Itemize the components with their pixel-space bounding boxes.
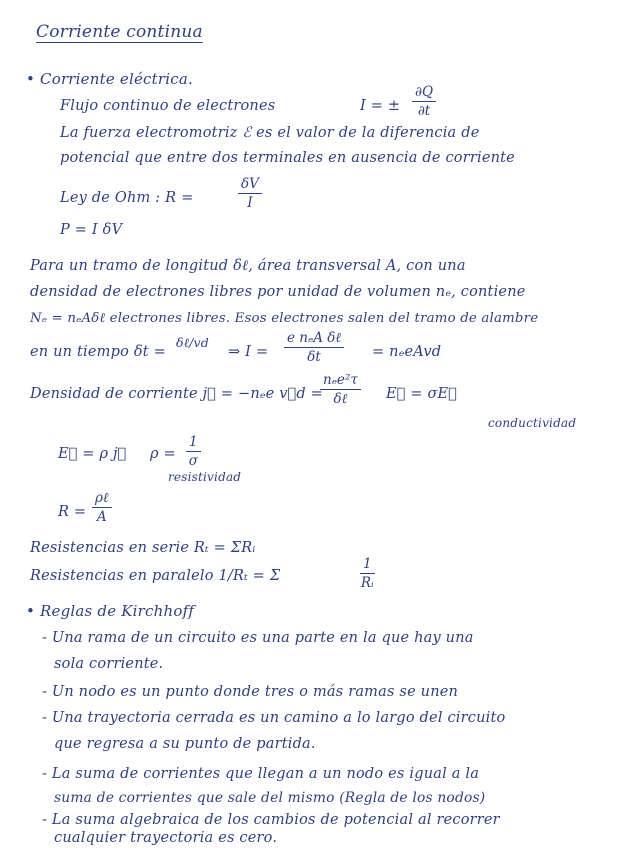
tramo-line-2: densidad de electrones libres por unidad de volumen nₑ, contiene bbox=[30, 284, 526, 300]
tramo-line-4-sup: δℓ/vd bbox=[176, 335, 210, 350]
fem-line-1: La fuerza electromotriz ℰ es el valor de la diferencia de bbox=[60, 125, 480, 141]
rho-num: 1 bbox=[186, 434, 201, 452]
resistance-fraction bbox=[92, 490, 112, 525]
fem-line-2: potencial que entre dos terminales en ausencia de corriente bbox=[60, 150, 515, 166]
tramo-current-num: e nₑA δℓ bbox=[284, 330, 344, 348]
resistance-lhs: R = bbox=[58, 504, 87, 520]
kirchhoff-item-4: - La suma de corrientes que llegan a un nodo es igual a la bbox=[42, 766, 480, 782]
tramo-current-den: δt bbox=[307, 349, 321, 365]
kirchhoff-item-3: - Una trayectoria cerrada es un camino a lo largo del circuito bbox=[42, 710, 506, 726]
kirchhoff-heading-text: Reglas de Kirchhoff bbox=[40, 602, 195, 620]
kirchhoff-item-1: - Una rama de un circuito es una parte en la que hay una bbox=[42, 630, 474, 646]
parallel-num: 1 bbox=[360, 556, 375, 574]
rho-fraction bbox=[186, 434, 201, 469]
resistance-num: ρℓ bbox=[92, 490, 112, 508]
tramo-line-1: Para un tramo de longitud δℓ, área transversal A, con una bbox=[30, 258, 466, 274]
rho-lhs: ρ = bbox=[150, 446, 176, 462]
kirchhoff-item-4-cont: suma de corrientes que sale del mismo (Regla de los nodos) bbox=[54, 790, 486, 806]
section-heading-kirchhoff: • Reglas de Kirchhoff bbox=[26, 602, 195, 620]
tramo-line-4-arrow: ⇒ I = bbox=[228, 344, 269, 360]
rho-den: σ bbox=[188, 453, 198, 469]
current-def-lhs: I = ± bbox=[360, 98, 401, 114]
tramo-line-4-prefix: en un tiempo δt = bbox=[30, 344, 166, 360]
tramo-current-fraction bbox=[284, 330, 344, 365]
kirchhoff-item-5-cont: cualquier trayectoria es cero. bbox=[54, 830, 278, 846]
flujo-text: Flujo continuo de electrones bbox=[60, 98, 276, 114]
kirchhoff-item-3-cont: que regresa a su punto de partida. bbox=[54, 736, 316, 752]
power-formula: P = I δV bbox=[60, 222, 123, 238]
tramo-line-4-suffix: = nₑeAvd bbox=[372, 344, 442, 360]
section-heading-corriente: • Corriente eléctrica. bbox=[26, 70, 193, 88]
ohm-num: δV bbox=[238, 176, 262, 194]
page-title: Corriente continua bbox=[36, 22, 203, 42]
conductividad-note: conductividad bbox=[488, 416, 577, 430]
density-prefix: Densidad de corriente j⃗ = −nₑe v⃗d = bbox=[30, 386, 323, 402]
heading-text: Corriente eléctrica. bbox=[40, 70, 193, 88]
ohm-fraction bbox=[238, 176, 262, 211]
resistance-den: A bbox=[96, 509, 107, 525]
ohm-law-lhs: Ley de Ohm : R = bbox=[60, 190, 194, 206]
resistivity-e: E⃗ = ρ j⃗ bbox=[58, 446, 127, 462]
kirchhoff-item-2: - Un nodo es un punto donde tres o más ramas se unen bbox=[42, 684, 459, 700]
parallel-den: Rᵢ bbox=[360, 575, 374, 591]
ohm-den: I bbox=[247, 195, 253, 211]
kirchhoff-item-1-cont: sola corriente. bbox=[54, 656, 164, 672]
current-def-num: ∂Q bbox=[412, 84, 436, 102]
series-resistance: Resistencias en serie Rₜ = ΣRᵢ bbox=[30, 540, 256, 556]
resistividad-note: resistividad bbox=[168, 470, 242, 484]
density-den: δℓ bbox=[333, 391, 348, 407]
density-fraction bbox=[320, 372, 361, 407]
tramo-line-3: Nₑ = nₑAδℓ electrones libres. Esos electrones salen del tramo de alambre bbox=[30, 311, 539, 326]
density-num: nₑe²τ bbox=[320, 372, 361, 390]
parallel-prefix: Resistencias en paralelo 1/Rₜ = Σ bbox=[30, 568, 281, 584]
kirchhoff-item-5: - La suma algebraica de los cambios de potencial al recorrer bbox=[42, 812, 500, 828]
current-def-fraction bbox=[412, 84, 436, 119]
density-suffix: E⃗ = σE⃗ bbox=[386, 386, 458, 402]
parallel-fraction bbox=[360, 556, 375, 591]
current-def-den: ∂t bbox=[417, 103, 431, 119]
